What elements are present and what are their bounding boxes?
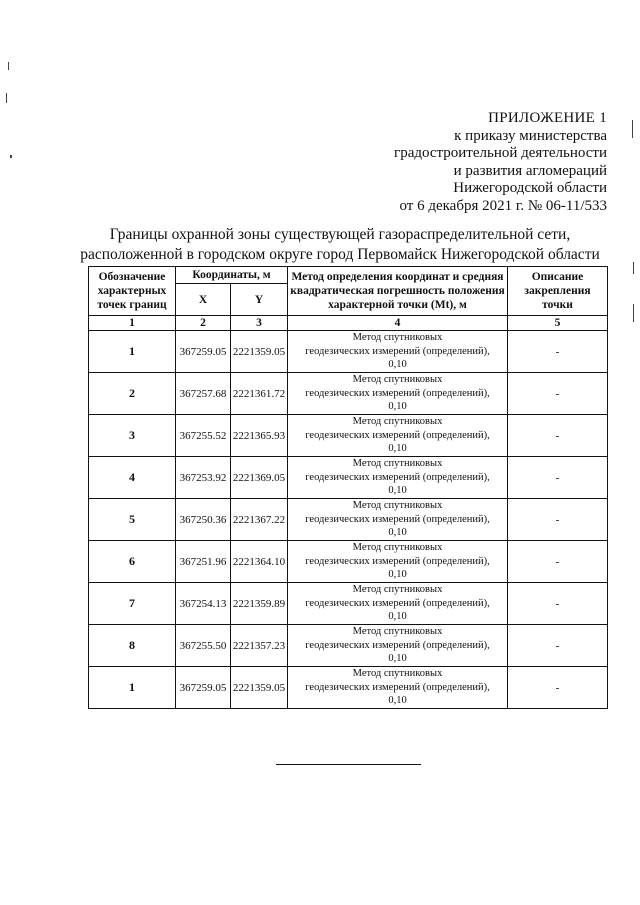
- fixing-description: -: [508, 583, 608, 625]
- method-accuracy: 0,10: [388, 359, 407, 371]
- method-line: Метод спутниковых: [352, 416, 443, 428]
- fixing-description: -: [508, 373, 608, 415]
- method-accuracy: 0,10: [388, 527, 407, 539]
- method-line: геодезических измерений (определений),: [305, 555, 490, 567]
- method-cell: [288, 667, 508, 709]
- scan-mark: [6, 93, 7, 103]
- point-number: 6: [89, 541, 176, 583]
- x-header: X: [176, 284, 231, 316]
- method-line: Метод спутниковых: [352, 458, 443, 470]
- table-row: [89, 541, 608, 583]
- fixing-description: -: [508, 415, 608, 457]
- column-number: 3: [231, 316, 288, 331]
- method-line: геодезических измерений (определений),: [305, 597, 490, 609]
- column-number: 5: [508, 316, 608, 331]
- method-accuracy: 0,10: [388, 695, 407, 707]
- fixing-description: -: [508, 541, 608, 583]
- fixing-description: -: [508, 331, 608, 373]
- point-number: 7: [89, 583, 176, 625]
- scan-mark: [10, 155, 12, 158]
- header-line: Нижегородской области: [453, 180, 607, 196]
- x-coordinate: 367255.52: [176, 415, 231, 457]
- method-cell: [288, 583, 508, 625]
- coordinates-table: [88, 266, 608, 709]
- fixing-description: -: [508, 625, 608, 667]
- method-accuracy: 0,10: [388, 569, 407, 581]
- method-line: геодезических измерений (определений),: [305, 387, 490, 399]
- y-coordinate: 2221369.05: [231, 457, 288, 499]
- method-accuracy: 0,10: [388, 401, 407, 413]
- appendix-title: ПРИЛОЖЕНИЕ 1: [488, 110, 607, 126]
- method-line: геодезических измерений (определений),: [305, 345, 490, 357]
- point-number: 2: [89, 373, 176, 415]
- description-header: Описание закрепления точки: [508, 267, 608, 316]
- method-cell: [288, 331, 508, 373]
- method-cell: [288, 625, 508, 667]
- column-number: 1: [89, 316, 176, 331]
- header-line: к приказу министерства: [454, 127, 607, 144]
- y-coordinate: 2221367.22: [231, 499, 288, 541]
- table-row: [89, 415, 608, 457]
- scan-mark: [633, 304, 634, 322]
- method-accuracy: 0,10: [388, 443, 407, 455]
- table-row: [89, 373, 608, 415]
- method-line: геодезических измерений (определений),: [305, 471, 490, 483]
- method-cell: [288, 415, 508, 457]
- method-line: Метод спутниковых: [352, 500, 443, 512]
- x-coordinate: 367251.96: [176, 541, 231, 583]
- point-number: 1: [89, 331, 176, 373]
- table-row: [89, 499, 608, 541]
- x-coordinate: 367257.68: [176, 373, 231, 415]
- point-number: 1: [89, 667, 176, 709]
- x-coordinate: 367250.36: [176, 499, 231, 541]
- point-number: 5: [89, 499, 176, 541]
- y-coordinate: 2221361.72: [231, 373, 288, 415]
- method-cell: [288, 373, 508, 415]
- x-coordinate: 367254.13: [176, 583, 231, 625]
- x-coordinate: 367255.50: [176, 625, 231, 667]
- title-line: Границы охранной зоны существующей газораспределительной сети,: [109, 226, 571, 243]
- method-cell: [288, 541, 508, 583]
- y-header: Y: [231, 284, 288, 316]
- y-coordinate: 2221364.10: [231, 541, 288, 583]
- document-title: [40, 225, 640, 265]
- method-line: Метод спутниковых: [352, 374, 443, 386]
- closing-rule: [276, 764, 421, 765]
- method-line: Метод спутниковых: [352, 626, 443, 638]
- header-date-line: от 6 декабря 2021 г. № 06-11/533: [399, 197, 607, 214]
- appendix-header: [394, 110, 607, 215]
- point-designation-header: Обозначение характерных точек границ: [89, 267, 176, 316]
- method-line: геодезических измерений (определений),: [305, 513, 490, 525]
- table-row: [89, 457, 608, 499]
- y-coordinate: 2221357.23: [231, 625, 288, 667]
- x-coordinate: 367253.92: [176, 457, 231, 499]
- y-coordinate: 2221359.05: [231, 667, 288, 709]
- x-coordinate: 367259.05: [176, 331, 231, 373]
- method-line: геодезических измерений (определений),: [305, 429, 490, 441]
- method-cell: [288, 499, 508, 541]
- scan-mark: [632, 120, 633, 138]
- header-line: градостроительной деятельности: [394, 145, 607, 161]
- title-line: расположенной в городском округе город Первомайск Нижегородской области: [80, 246, 600, 263]
- coordinates-header: Координаты, м: [176, 267, 288, 284]
- y-coordinate: 2221359.89: [231, 583, 288, 625]
- method-accuracy: 0,10: [388, 611, 407, 623]
- point-number: 8: [89, 625, 176, 667]
- column-number: 2: [176, 316, 231, 331]
- table-row: [89, 583, 608, 625]
- y-coordinate: 2221365.93: [231, 415, 288, 457]
- point-number: 3: [89, 415, 176, 457]
- table-row: [89, 625, 608, 667]
- fixing-description: -: [508, 457, 608, 499]
- method-line: Метод спутниковых: [352, 542, 443, 554]
- fixing-description: -: [508, 667, 608, 709]
- column-number: 4: [288, 316, 508, 331]
- method-cell: [288, 457, 508, 499]
- fixing-description: -: [508, 499, 608, 541]
- method-line: Метод спутниковых: [352, 332, 443, 344]
- method-line: Метод спутниковых: [352, 584, 443, 596]
- method-accuracy: 0,10: [388, 653, 407, 665]
- table-row: [89, 331, 608, 373]
- x-coordinate: 367259.05: [176, 667, 231, 709]
- method-line: геодезических измерений (определений),: [305, 681, 490, 693]
- method-line: геодезических измерений (определений),: [305, 639, 490, 651]
- scan-mark: [8, 62, 9, 70]
- y-coordinate: 2221359.05: [231, 331, 288, 373]
- point-number: 4: [89, 457, 176, 499]
- header-line: и развития агломераций: [453, 162, 607, 179]
- table-row: [89, 667, 608, 709]
- method-line: Метод спутниковых: [352, 668, 443, 680]
- method-accuracy: 0,10: [388, 485, 407, 497]
- method-header: Метод определения координат и средняя квадратическая погрешность положения характерной точки (Mt), м: [288, 267, 508, 316]
